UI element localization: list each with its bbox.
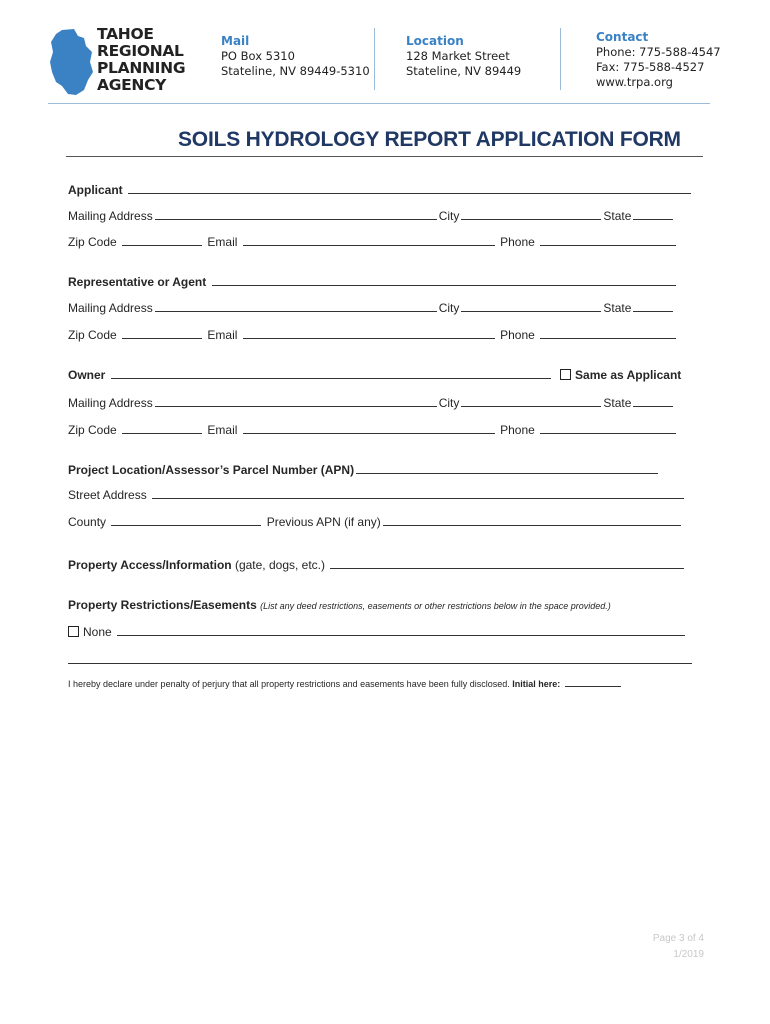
- city-field[interactable]: [461, 208, 601, 220]
- state-label: State: [603, 301, 632, 315]
- email-label: Email: [207, 423, 238, 437]
- form-title: SOILS HYDROLOGY REPORT APPLICATION FORM: [178, 128, 681, 151]
- logo-line: TAHOE: [97, 25, 154, 43]
- phone-label: Phone: [500, 423, 535, 437]
- previous-apn-label: Previous APN (if any): [266, 515, 381, 529]
- county-row: [68, 514, 683, 529]
- city-label: City: [438, 301, 460, 315]
- representative-contact-row: [68, 327, 678, 342]
- mail-heading: Mail: [221, 34, 250, 48]
- contact-fax: Fax: 775-588-4527: [596, 60, 705, 74]
- phone-label: Phone: [500, 235, 535, 249]
- county-field[interactable]: [111, 514, 261, 526]
- mailing-address-label: Mailing Address: [68, 209, 153, 223]
- contact-info: [596, 30, 721, 90]
- owner-contact-row: [68, 422, 678, 437]
- mail-line: PO Box 5310: [221, 49, 295, 63]
- same-as-applicant-label: Same as Applicant: [575, 368, 682, 382]
- state-field[interactable]: [633, 208, 673, 220]
- location-heading: Location: [406, 34, 464, 48]
- restrictions-hint: (List any deed restrictions, easements or other restrictions below in the space provided.): [260, 601, 611, 611]
- applicant-address-row: [68, 208, 675, 223]
- email-field[interactable]: [243, 327, 495, 339]
- representative-address-row: [68, 300, 675, 315]
- mail-info: [221, 34, 370, 79]
- restrictions-field[interactable]: [117, 624, 685, 636]
- mailing-address-field[interactable]: [155, 208, 437, 220]
- contact-heading: Contact: [596, 30, 649, 44]
- phone-field[interactable]: [540, 422, 676, 434]
- declaration-row: [68, 678, 623, 689]
- applicant-contact-row: [68, 234, 678, 249]
- applicant-row: [68, 182, 693, 197]
- street-address-label: Street Address: [68, 488, 147, 502]
- apn-row: [68, 462, 660, 477]
- mailing-address-label: Mailing Address: [68, 396, 153, 410]
- restrictions-label: Property Restrictions/Easements: [68, 598, 257, 612]
- mailing-address-field[interactable]: [155, 300, 437, 312]
- initial-field[interactable]: [565, 678, 621, 687]
- header-rule: [48, 103, 710, 104]
- state-field[interactable]: [633, 395, 673, 407]
- apn-label: Project Location/Assessor’s Parcel Number (APN): [68, 463, 355, 477]
- owner-address-row: [68, 395, 675, 410]
- declaration-text: I hereby declare under penalty of perjury that all property restrictions and easements have been fully disclosed.: [68, 679, 510, 689]
- state-field[interactable]: [633, 300, 673, 312]
- contact-web: www.trpa.org: [596, 75, 673, 89]
- restrictions-field-continued[interactable]: [68, 652, 692, 664]
- header-divider: [560, 28, 561, 90]
- access-row: [68, 557, 686, 572]
- location-info: [406, 34, 521, 79]
- zip-field[interactable]: [122, 234, 202, 246]
- access-hint: (gate, dogs, etc.): [234, 558, 325, 572]
- access-label: Property Access/Information: [68, 558, 232, 572]
- same-as-applicant-checkbox[interactable]: [560, 369, 571, 380]
- restrictions-row: [68, 598, 611, 612]
- logo-line: AGENCY: [97, 76, 167, 94]
- applicant-label: Applicant: [68, 183, 123, 197]
- email-field[interactable]: [243, 422, 495, 434]
- zip-field[interactable]: [122, 422, 202, 434]
- logo-line: PLANNING: [97, 59, 186, 77]
- city-field[interactable]: [461, 395, 601, 407]
- lake-tahoe-logo-icon: [48, 28, 94, 96]
- none-label: None: [83, 625, 112, 639]
- none-checkbox[interactable]: [68, 626, 79, 637]
- zip-label: Zip Code: [68, 235, 117, 249]
- owner-field[interactable]: [111, 367, 551, 379]
- state-label: State: [603, 209, 632, 223]
- zip-label: Zip Code: [68, 423, 117, 437]
- mailing-address-label: Mailing Address: [68, 301, 153, 315]
- city-label: City: [438, 396, 460, 410]
- state-label: State: [603, 396, 632, 410]
- title-rule: [66, 156, 703, 157]
- revision-date: 1/2019: [673, 949, 704, 960]
- location-line: Stateline, NV 89449: [406, 64, 522, 78]
- zip-label: Zip Code: [68, 328, 117, 342]
- access-field[interactable]: [330, 557, 684, 569]
- zip-field[interactable]: [122, 327, 202, 339]
- none-row: [68, 624, 687, 639]
- street-address-row: [68, 487, 686, 502]
- mailing-address-field[interactable]: [155, 395, 437, 407]
- email-label: Email: [207, 235, 238, 249]
- email-label: Email: [207, 328, 238, 342]
- owner-label: Owner: [68, 368, 106, 382]
- street-address-field[interactable]: [152, 487, 684, 499]
- logo-line: REGIONAL: [97, 42, 184, 60]
- county-label: County: [68, 515, 107, 529]
- location-line: 128 Market Street: [406, 49, 510, 63]
- city-label: City: [438, 209, 460, 223]
- restrictions-continued-row: [68, 652, 692, 667]
- representative-label: Representative or Agent: [68, 275, 207, 289]
- city-field[interactable]: [461, 300, 601, 312]
- header-divider: [374, 28, 375, 90]
- initial-here-label: Initial here:: [512, 679, 561, 689]
- phone-field[interactable]: [540, 327, 676, 339]
- phone-field[interactable]: [540, 234, 676, 246]
- representative-row: [68, 274, 678, 289]
- phone-label: Phone: [500, 328, 535, 342]
- representative-field[interactable]: [212, 274, 676, 286]
- page-number: Page 3 of 4: [652, 933, 704, 944]
- applicant-field[interactable]: [128, 182, 691, 194]
- owner-row: [68, 367, 681, 382]
- email-field[interactable]: [243, 234, 495, 246]
- agency-logo-text: [97, 26, 185, 94]
- contact-phone: Phone: 775-588-4547: [596, 45, 721, 59]
- previous-apn-field[interactable]: [383, 514, 681, 526]
- apn-field[interactable]: [356, 462, 658, 474]
- mail-line: Stateline, NV 89449-5310: [221, 64, 370, 78]
